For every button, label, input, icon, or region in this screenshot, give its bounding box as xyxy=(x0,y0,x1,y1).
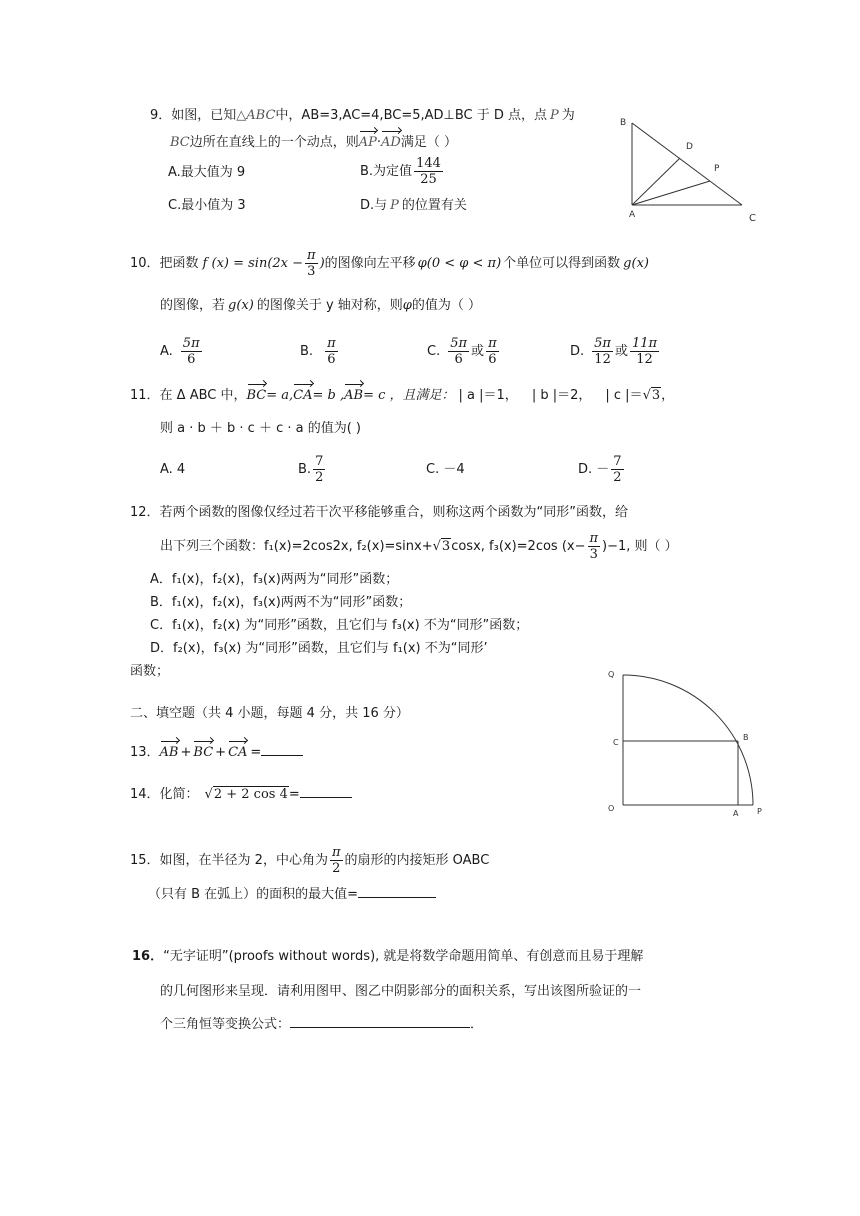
q15-line2 xyxy=(148,886,436,904)
q11-line1 xyxy=(130,381,674,405)
q14-answer-blank[interactable] xyxy=(300,797,352,798)
section2-title xyxy=(130,705,409,723)
q14-radicand: 2 + 2 cos 4 xyxy=(213,787,288,802)
q10-option-c xyxy=(427,330,501,374)
q9-option-b-num: 144 xyxy=(416,156,441,171)
q11-option-d-label: D. － xyxy=(578,462,610,477)
q10-option-c-or: 或 xyxy=(471,344,485,359)
q12-option-d-text: D．f₂(x)，f₃(x) 为“同形”函数，且它们与 f₁(x) 不为“同形’ xyxy=(150,641,488,656)
q10-fraction-den: 3 xyxy=(307,264,316,279)
q11-abs-c: | c |＝ xyxy=(605,388,643,403)
q15-text-2: 的扇形的内接矩形 OABC xyxy=(344,853,490,868)
q12-text-2b: cosx, f₃(x)=2cos (x− xyxy=(451,539,586,554)
q9-option-d-p: P xyxy=(390,198,399,213)
q12-fraction-num: π xyxy=(589,531,599,546)
q10-function: f (x) = sin(2x − xyxy=(202,256,304,271)
q10-option-c-fraction-1 xyxy=(448,336,469,367)
q13-vector-ab: AB xyxy=(160,738,179,762)
q16-text-2: 的几何图形来呈现．请利用图甲、图乙中阴影部分的面积关系，写出该图所验证的一 xyxy=(160,984,642,999)
q11-option-a-text: A. 4 xyxy=(160,462,186,477)
q10-option-c-den-1: 6 xyxy=(454,352,463,367)
q13-plus-1: + xyxy=(180,745,192,760)
q10-option-d-fraction-2 xyxy=(630,336,659,367)
q12-option-c xyxy=(150,617,528,635)
q11-vector-bc: BC xyxy=(247,381,267,405)
q12-fraction xyxy=(588,531,601,562)
q12-option-c-text: C．f₁(x)，f₂(x) 为“同形”函数，且它们与 f₃(x) 不为“同形”函数； xyxy=(150,618,529,633)
q11-vector-ca: CA xyxy=(293,381,312,405)
q16-line3 xyxy=(160,1016,483,1034)
q10-g: g(x) xyxy=(623,256,649,271)
q9-dot: · xyxy=(376,135,382,150)
q9-point-p: P xyxy=(550,108,559,123)
q10-option-a-den: 6 xyxy=(187,352,196,367)
q9-option-a-text: A.最大值为 9 xyxy=(168,165,246,180)
q10-option-d-fraction-1 xyxy=(592,336,613,367)
q10-close: ) xyxy=(319,256,325,271)
q11-vector-ab: AB xyxy=(344,381,363,405)
q9-text-3: 边所在直线上的一个动点，则 xyxy=(189,135,359,150)
q9-vector-ap: AP xyxy=(359,128,377,152)
q9-triangle-figure xyxy=(612,105,772,230)
q11-option-d-num: 7 xyxy=(613,454,622,469)
q11-option-b xyxy=(298,446,327,494)
q10-option-b xyxy=(300,330,340,374)
q9-label-p: P xyxy=(714,164,720,174)
q12-text-1: 12．若两个函数的图像仅经过若干次平移能够重合，则称这两个函数为“同形”函数，给 xyxy=(130,505,629,520)
q9-label-d: D xyxy=(686,142,693,152)
q9-option-d-pre: D.与 xyxy=(360,198,388,213)
q9-number: 9．如图，已知 xyxy=(150,108,237,123)
q9-label-c: C xyxy=(749,213,756,224)
q13-number: 13． xyxy=(130,745,160,760)
q15-fraction-den: 2 xyxy=(332,861,341,876)
q10-fraction xyxy=(305,248,318,279)
q11-eq-a: = a, xyxy=(266,388,294,403)
q16-line2 xyxy=(160,983,641,1001)
q15-line1 xyxy=(130,839,489,883)
q11-option-b-num: 7 xyxy=(315,454,324,469)
q12-sqrt-value: 3 xyxy=(441,539,451,554)
q11-number: 11．在 Δ ABC 中， xyxy=(130,388,247,403)
q10-option-c-num-1: 5π xyxy=(450,336,468,351)
q10-option-d xyxy=(570,330,661,374)
q15-label-a: A xyxy=(733,809,739,818)
q10-option-b-den: 6 xyxy=(327,352,336,367)
q14-number: 14．化简： xyxy=(130,787,199,802)
section2-title-text: 二、填空题（共 4 小题，每题 4 分，共 16 分） xyxy=(130,706,409,721)
q16-text-1: “无字证明”(proofs without words), 就是将数学命题用简单、有创意而且易于理解 xyxy=(163,949,644,964)
q12-option-a xyxy=(150,571,398,589)
q11-sqrt-value: 3 xyxy=(651,388,661,403)
q10-fraction-num: π xyxy=(307,248,316,263)
q10-phi-2: φ xyxy=(402,298,412,313)
q13-line xyxy=(130,738,303,762)
q13-answer-blank[interactable] xyxy=(261,755,303,756)
q12-option-d-tail-text: 函数； xyxy=(130,664,170,679)
q11-option-d-fraction xyxy=(611,454,623,485)
q15-text-3: （只有 B 在弧上）的面积的最大值= xyxy=(148,887,359,902)
q10-text-4: 的图像关于 y 轴对称，则 xyxy=(256,298,403,313)
q10-line2 xyxy=(160,297,481,315)
q9-label-b: B xyxy=(620,118,627,128)
q11-option-c xyxy=(426,461,465,479)
q10-text-1: 的图像向左平移 xyxy=(324,256,416,271)
q12-line2 xyxy=(160,525,678,569)
q14-sqrt: √2 + 2 cos 4 xyxy=(204,787,288,802)
q9-option-b xyxy=(360,148,445,196)
q9-label-a: A xyxy=(629,210,636,220)
q11-option-b-label: B. xyxy=(298,462,312,477)
q15-answer-blank[interactable] xyxy=(358,897,436,898)
q10-option-d-or: 或 xyxy=(614,344,628,359)
q12-sqrt: √3 xyxy=(432,539,451,554)
q10-number: 10．把函数 xyxy=(130,256,199,271)
q9-option-c xyxy=(168,197,246,215)
q11-option-d-den: 2 xyxy=(613,470,622,485)
q10-option-a-fraction xyxy=(181,336,202,367)
q12-fraction-den: 3 xyxy=(589,547,598,562)
q9-text-2: 为 xyxy=(561,108,575,123)
q9-triangle: △ABC xyxy=(236,108,276,123)
q12-text-2c: )−1, 则（ ） xyxy=(602,539,678,554)
q11-option-b-den: 2 xyxy=(315,470,324,485)
q12-option-d-tail xyxy=(130,663,169,681)
q9-option-c-text: C.最小值为 3 xyxy=(168,198,246,213)
q16-text-3: 个三角恒等变换公式： xyxy=(160,1017,291,1032)
q13-vector-bc: BC xyxy=(193,738,213,762)
q15-label-p: P xyxy=(757,807,762,816)
q12-line1 xyxy=(130,504,628,522)
q15-label-q: Q xyxy=(608,670,615,679)
q10-option-b-fraction xyxy=(325,336,338,367)
q10-option-a-num: 5π xyxy=(182,336,200,351)
q10-option-d-den-1: 12 xyxy=(594,352,611,367)
q10-phi: φ(0 < φ < π) xyxy=(417,256,502,271)
q15-label-b: B xyxy=(743,733,749,742)
q10-g-2: g(x) xyxy=(228,298,254,313)
q10-option-c-den-2: 6 xyxy=(488,352,497,367)
q9-option-b-text: B.为定值 xyxy=(360,164,413,179)
q9-option-d-post: 的位置有关 xyxy=(401,198,467,213)
q11-sqrt: √3 xyxy=(642,388,661,403)
q15-fraction xyxy=(330,845,343,876)
q9-side-bc xyxy=(632,123,742,205)
q9-option-d xyxy=(360,197,467,215)
q10-option-b-label: B. xyxy=(300,344,314,359)
q10-option-d-num-2: 11π xyxy=(632,336,658,351)
q9-option-b-fraction xyxy=(414,156,443,187)
q13-equals: = xyxy=(250,745,262,760)
q15-sector-figure xyxy=(600,665,780,825)
q11-eq-b: = b , xyxy=(312,388,345,403)
q12-option-b-text: B．f₁(x)，f₂(x)，f₃(x)两两不为“同形”函数； xyxy=(150,595,412,610)
q13-vector-ca: CA xyxy=(228,738,247,762)
q15-arc xyxy=(623,675,753,805)
q11-text-2: 则 a · b ＋ b · c ＋ c · a 的值为( ) xyxy=(160,421,361,436)
q9-option-b-den: 25 xyxy=(420,172,437,187)
q10-option-c-fraction-2 xyxy=(486,336,499,367)
q15-fraction-num: π xyxy=(331,845,341,860)
q10-text-3: 的图像，若 xyxy=(160,298,226,313)
q10-option-a-label: A. xyxy=(160,344,173,359)
q15-label-o: O xyxy=(608,804,615,813)
q9-option-a xyxy=(168,164,245,182)
q12-option-b xyxy=(150,594,411,612)
q11-comma: ， xyxy=(661,388,675,403)
q9-line1 xyxy=(150,107,575,125)
q12-option-d xyxy=(150,640,488,658)
q15-text-1: 15．如图，在半径为 2，中心角为 xyxy=(130,853,328,868)
q10-line1 xyxy=(130,242,649,286)
q10-text-5: 的值为（ ） xyxy=(411,298,482,313)
q10-option-c-num-2: π xyxy=(488,336,497,351)
q10-option-d-num-1: 5π xyxy=(594,336,611,351)
q16-answer-blank[interactable] xyxy=(290,1027,470,1028)
q11-eq-c: = c ，且满足： xyxy=(363,388,455,403)
q12-option-a-text: A．f₁(x)，f₂(x)，f₃(x)两两为“同形”函数； xyxy=(150,572,399,587)
q9-text-4: 满足（ ） xyxy=(400,135,457,150)
q11-option-a xyxy=(160,461,185,479)
q10-option-a xyxy=(160,330,204,374)
q11-option-b-fraction xyxy=(313,454,325,485)
q12-text-2a: 出下列三个函数：f₁(x)=2cos2x, f₂(x)=sinx+ xyxy=(160,539,433,554)
q10-text-2: 个单位可以得到函数 xyxy=(503,256,621,271)
q11-abs-b: | b |＝2， xyxy=(531,388,592,403)
q11-option-d xyxy=(578,446,626,494)
q16-number: 16． xyxy=(132,949,164,964)
q11-line2 xyxy=(160,420,361,438)
q16-end: ． xyxy=(470,1017,484,1032)
q9-vector-ad: AD xyxy=(381,128,401,152)
q10-option-d-den-2: 12 xyxy=(636,352,653,367)
q15-label-c: C xyxy=(613,738,619,747)
q11-option-c-text: C. －4 xyxy=(426,462,465,477)
q10-option-c-label: C. xyxy=(427,344,441,359)
q13-plus-2: + xyxy=(215,745,227,760)
q16-line1 xyxy=(132,948,643,966)
q14-line xyxy=(130,786,352,804)
q14-equals: = xyxy=(288,787,300,802)
q10-option-d-label: D. xyxy=(570,344,585,359)
q11-abs-a: | a |＝1， xyxy=(458,388,518,403)
q9-bc: BC xyxy=(170,135,190,150)
q10-option-b-num: π xyxy=(327,336,336,351)
q9-text-1: 中，AB=3,AC=4,BC=5,AD⊥BC 于 D 点，点 xyxy=(275,108,548,123)
